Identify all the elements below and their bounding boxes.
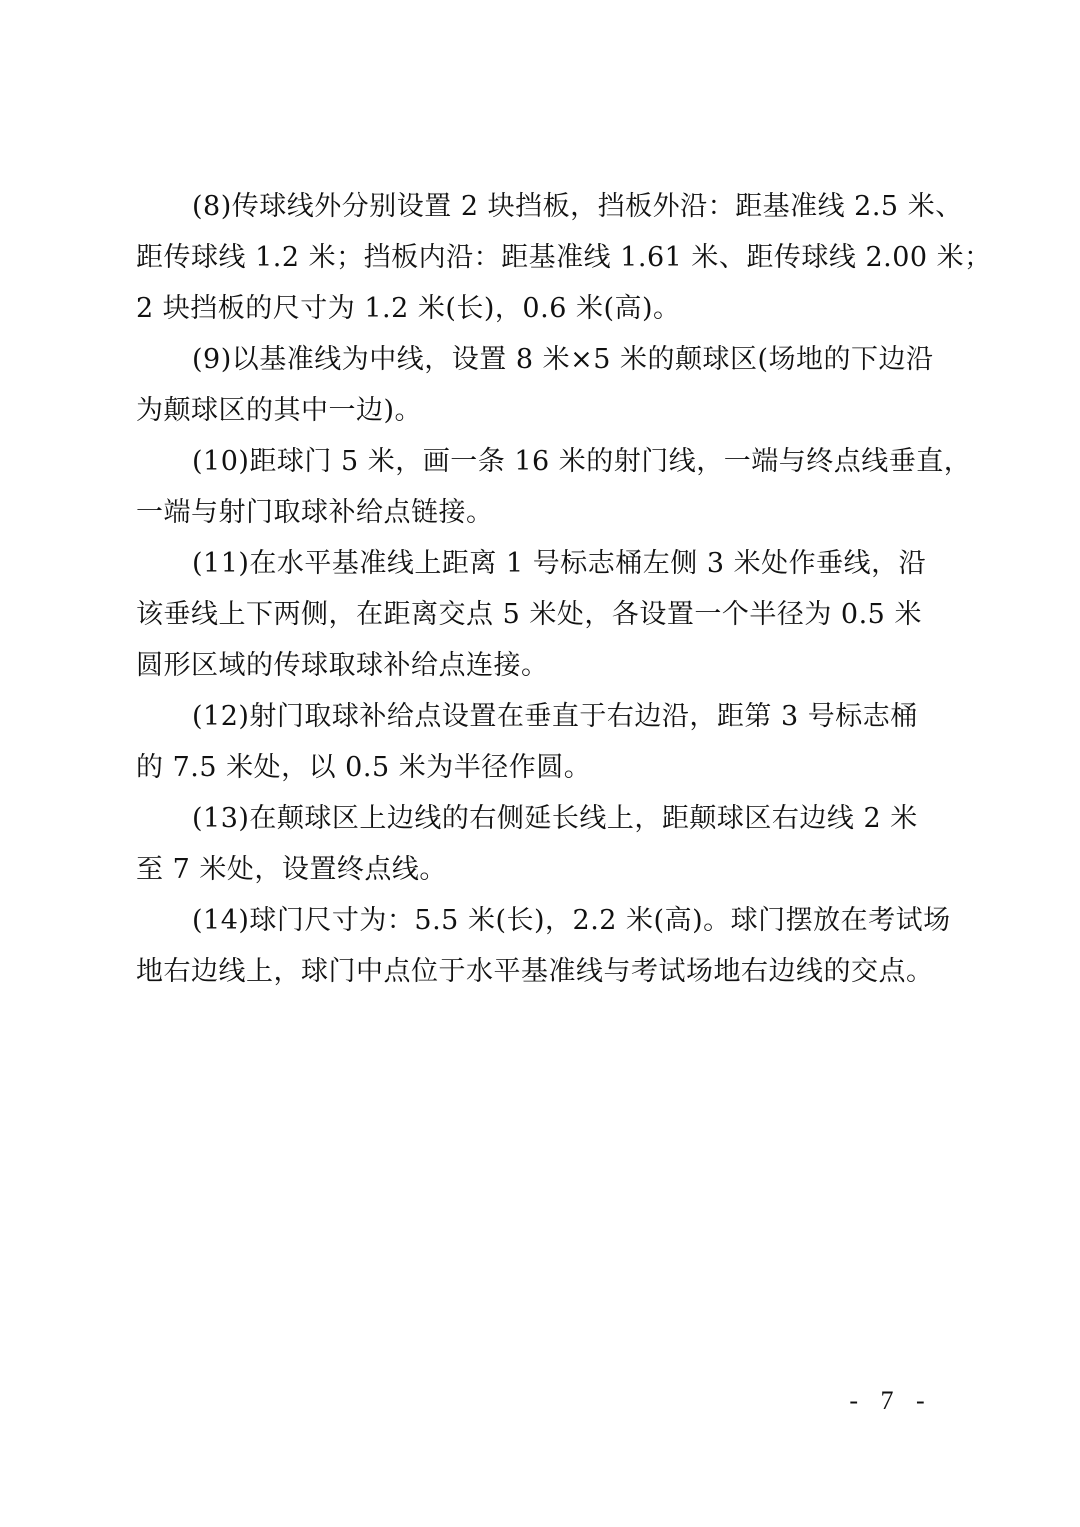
page-number: - 7 - — [849, 1386, 933, 1415]
paragraph-14 — [136, 895, 951, 997]
paragraph-12 — [136, 691, 948, 793]
paragraph-line: 地右边线上，球门中点位于水平基准线与考试场地右边线的交点。 — [136, 956, 934, 987]
paragraph-line: 一端与射门取球补给点链接。 — [136, 497, 494, 528]
paragraph-line: 的 7.5 米处，以 0.5 米为半径作圆。 — [136, 752, 592, 783]
paragraph-line: (10)距球门 5 米，画一条 16 米的射门线，一端与终点线垂直， — [192, 446, 972, 477]
paragraph-line: (13)在颠球区上边线的右侧延长线上，距颠球区右边线 2 米 — [192, 803, 918, 834]
document-body — [136, 181, 992, 997]
paragraph-line: 圆形区域的传球取球补给点连接。 — [136, 650, 549, 681]
paragraph-line: 该垂线上下两侧，在距离交点 5 米处，各设置一个半径为 0.5 米 — [136, 599, 922, 630]
paragraph-line: (8)传球线外分别设置 2 块挡板，挡板外沿：距基准线 2.5 米、 — [192, 191, 963, 222]
paragraph-line: (12)射门取球补给点设置在垂直于右边沿，距第 3 号标志桶 — [192, 701, 918, 732]
paragraph-line: (14)球门尺寸为：5.5 米(长)，2.2 米(高)。球门摆放在考试场 — [192, 905, 951, 936]
paragraph-9 — [136, 334, 948, 436]
paragraph-line: 至 7 米处，设置终点线。 — [136, 854, 447, 885]
paragraph-line: 2 块挡板的尺寸为 1.2 米(长)，0.6 米(高)。 — [136, 293, 681, 324]
paragraph-8 — [136, 181, 992, 334]
paragraph-line: (9)以基准线为中线，设置 8 米×5 米的颠球区(场地的下边沿 — [192, 344, 934, 375]
paragraph-13 — [136, 793, 948, 895]
paragraph-11 — [136, 538, 948, 691]
paragraph-line: (11)在水平基准线上距离 1 号标志桶左侧 3 米处作垂线，沿 — [192, 548, 927, 579]
paragraph-line: 为颠球区的其中一边)。 — [136, 395, 423, 426]
paragraph-line: 距传球线 1.2 米；挡板内沿：距基准线 1.61 米、距传球线 2.00 米； — [136, 242, 992, 273]
paragraph-10 — [136, 436, 972, 538]
